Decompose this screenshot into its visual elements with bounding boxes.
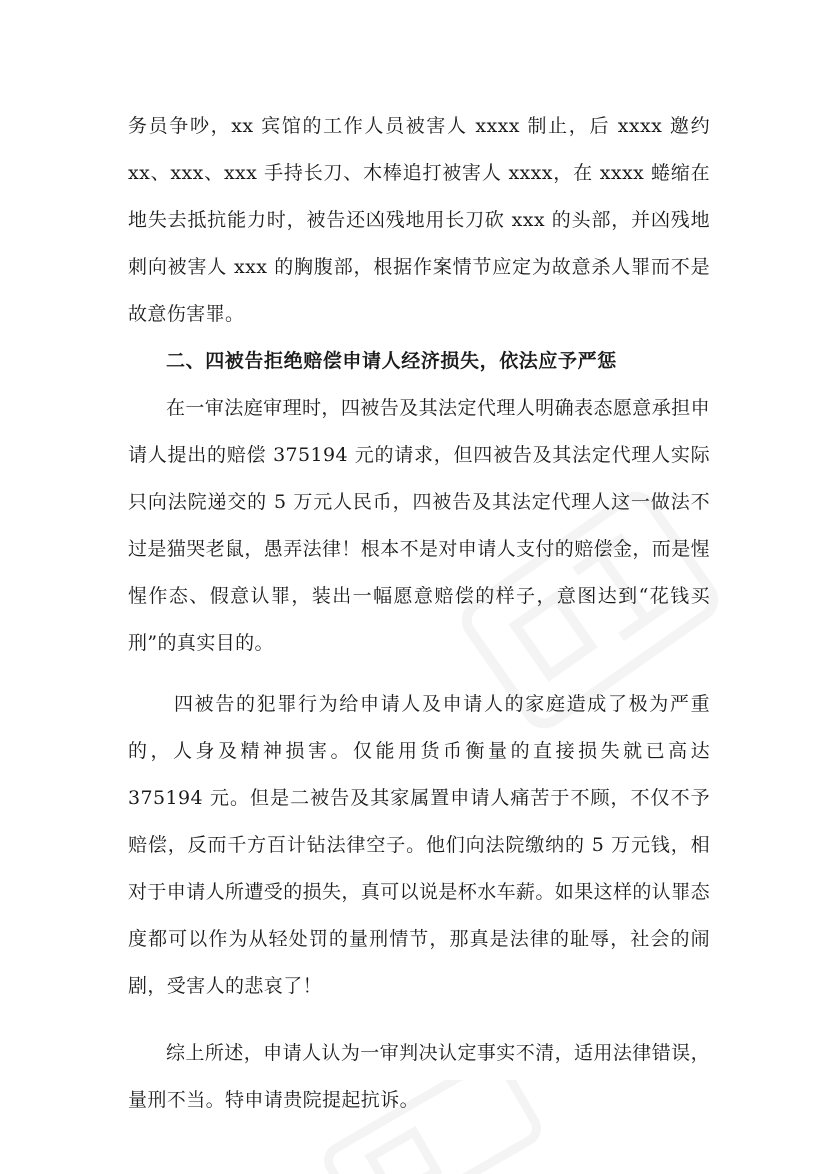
paragraph-continued: 务员争吵，xx 宾馆的工作人员被害人 xxxx 制止，后 xxxx 邀约 xx、xxx、xxx 手持长刀、木棒追打被害人 xxxx，在 xxxx 蜷缩在地失去抵抗能力时，被告还凶残地用长刀砍 xxx 的头部，并凶残地刺向被害人 xxx 的胸腹部，根据作案情节应定为故意杀人罪而不是故意伤害罪。 <box>128 115 710 325</box>
paragraph-damages: 四被告的犯罪行为给申请人及申请人的家庭造成了极为严重的，人身及精神损害。仅能用货币衡量的直接损失就已高达 375194 元。但是二被告及其家属置申请人痛苦于不顾，不仅不予赔偿，反而千方百计钻法律空子。他们向法院缴纳的 5 万元钱，相对于申请人所遭受的损失，真可以说是杯水车薪。如果这样的认罪态度都可以作为从轻处罚的量刑情节，那真是法律的耻辱，社会的闹剧，受害人的悲哀了！ <box>128 693 711 997</box>
paragraph-conclusion: 综上所述，申请人认为一审判决认定事实不清，适用法律错误，量刑不当。特申请贵院提起抗诉。 <box>128 1042 710 1111</box>
paragraph-gap <box>128 1010 710 1030</box>
paragraph-gap <box>128 667 710 681</box>
paragraph-trial-statement: 在一审法庭审理时，四被告及其法定代理人明确表态愿意承担申请人提出的赔偿 375194 元的请求，但四被告及其法定代理人实际只向法院递交的 5 万元人民币，四被告及其法定代理人这一做法不过是猫哭老鼠，愚弄法律！根本不是对申请人支付的赔偿金，而是惺惺作态、假意认罪，装出一幅愿意赔偿的样子，意图达到“花钱买刑”的真实目的。 <box>128 397 711 654</box>
document-body <box>128 103 710 1124</box>
section-heading: 二、四被告拒绝赔偿申请人经济损失，依法应予严惩 <box>166 350 617 372</box>
